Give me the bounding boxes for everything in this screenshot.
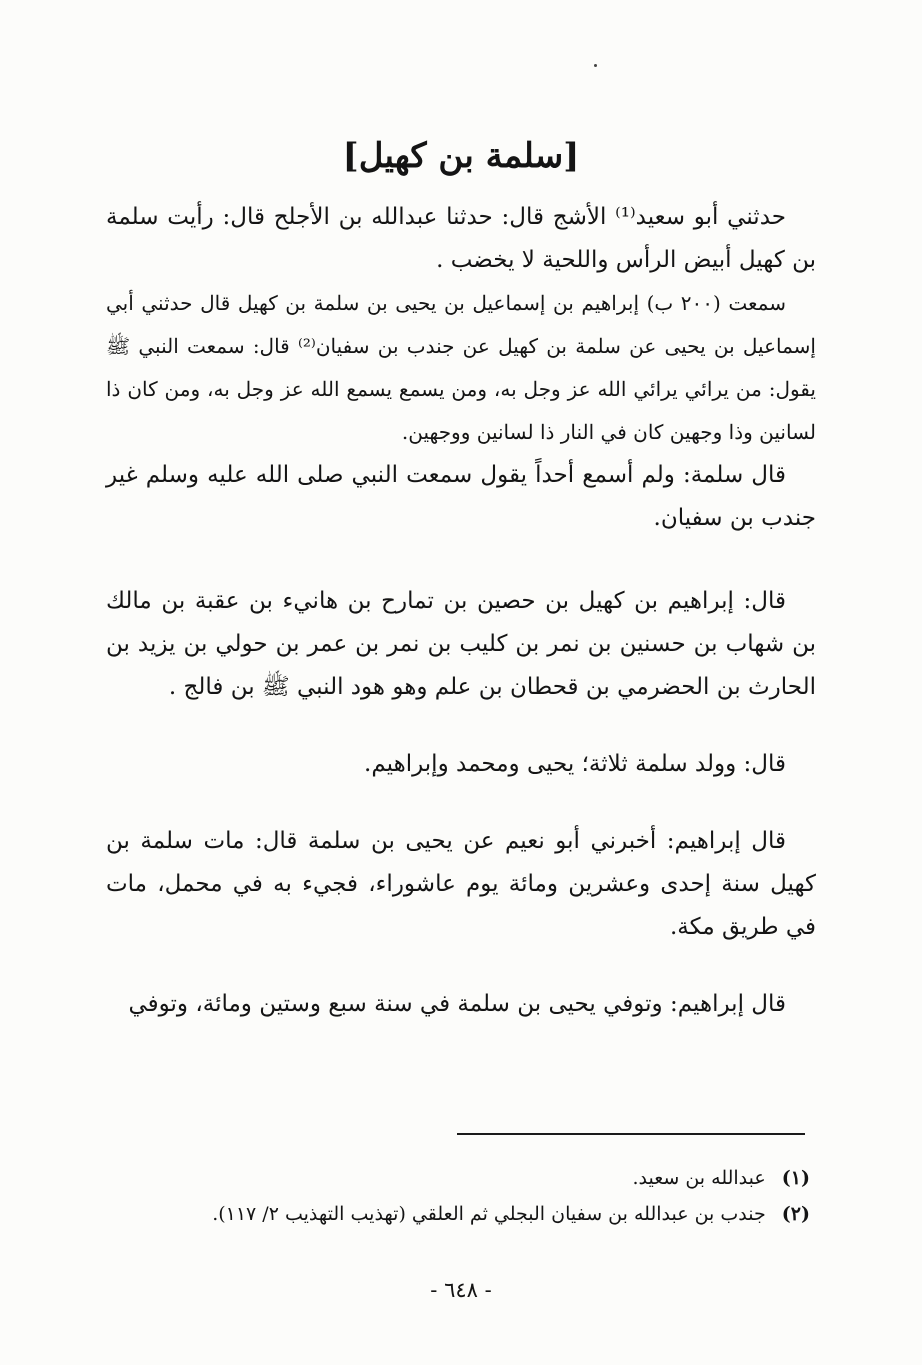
footnote-number: (٢) (781, 1203, 810, 1225)
paragraph-6: قال إبراهيم: أخبرني أبو نعيم عن يحيى بن سلمة قال: مات سلمة بن كهيل سنة إحدى وعشرين ومائة يوم عاشوراء، فجيء به في محمل، مات في طريق مكة. (106, 828, 816, 940)
footnote-text: عبدالله بن سعيد. (632, 1167, 766, 1189)
footnote-divider (457, 1133, 805, 1135)
footnote-text: جندب بن عبدالله بن سفيان البجلي ثم العلقي (تهذيب التهذيب ٢/ ١١٧). (212, 1203, 766, 1225)
page-speck (594, 64, 597, 67)
paragraph-4: قال: إبراهيم بن كهيل بن حصين بن تمارح بن هانيء بن عقبة بن مالك بن شهاب بن حسنين بن نمر بن كليب بن نمر بن عمر بن حولي بن يزيد بن الحارث بن الحضرمي بن قحطان بن علم وهو هود النبي ﷺ بن فالج . (106, 588, 816, 700)
paragraph-1: حدثني أبو سعيد⁽¹⁾ الأشج قال: حدثنا عبدالله بن الأجلح قال: رأيت سلمة بن كهيل أبيض الرأس واللحية لا يخضب . (106, 204, 816, 273)
page-number: - ٦٤٨ - (430, 1278, 492, 1302)
paragraph-spacer (106, 540, 816, 580)
chapter-title: [سلمة بن كهيل] (342, 136, 580, 176)
paragraph-2: سمعت (٢٠٠ ب) إبراهيم بن إسماعيل بن يحيى بن سلمة بن كهيل قال حدثني أبي إسماعيل بن يحيى عن سلمة بن كهيل عن جندب بن سفيان⁽²⁾ قال: سمعت النبي ﷺ يقول: من يرائي يرائي الله عز وجل به، ومن يسمع يسمع الله عز وجل به، ومن كان ذا لسانين وذا وجهين كان في النار ذا لسانين ووجهين. (106, 291, 816, 444)
paragraph-spacer (106, 786, 816, 820)
paragraph-7: قال إبراهيم: وتوفي يحيى بن سلمة في سنة سبع وستين ومائة، وتوفي (128, 991, 786, 1017)
paragraph-spacer (106, 949, 816, 983)
paragraph-spacer (106, 709, 816, 743)
main-text (106, 196, 816, 1026)
footnote-2 (106, 1196, 810, 1232)
paragraph-5: قال: وولد سلمة ثلاثة؛ يحيى ومحمد وإبراهيم. (364, 751, 786, 777)
paragraph-3: قال سلمة: ولم أسمع أحداً يقول سمعت النبي صلى الله عليه وسلم غير جندب بن سفيان. (106, 462, 816, 531)
footnote-number: (١) (781, 1167, 810, 1189)
footnotes (106, 1160, 810, 1232)
footnote-1 (106, 1160, 810, 1196)
